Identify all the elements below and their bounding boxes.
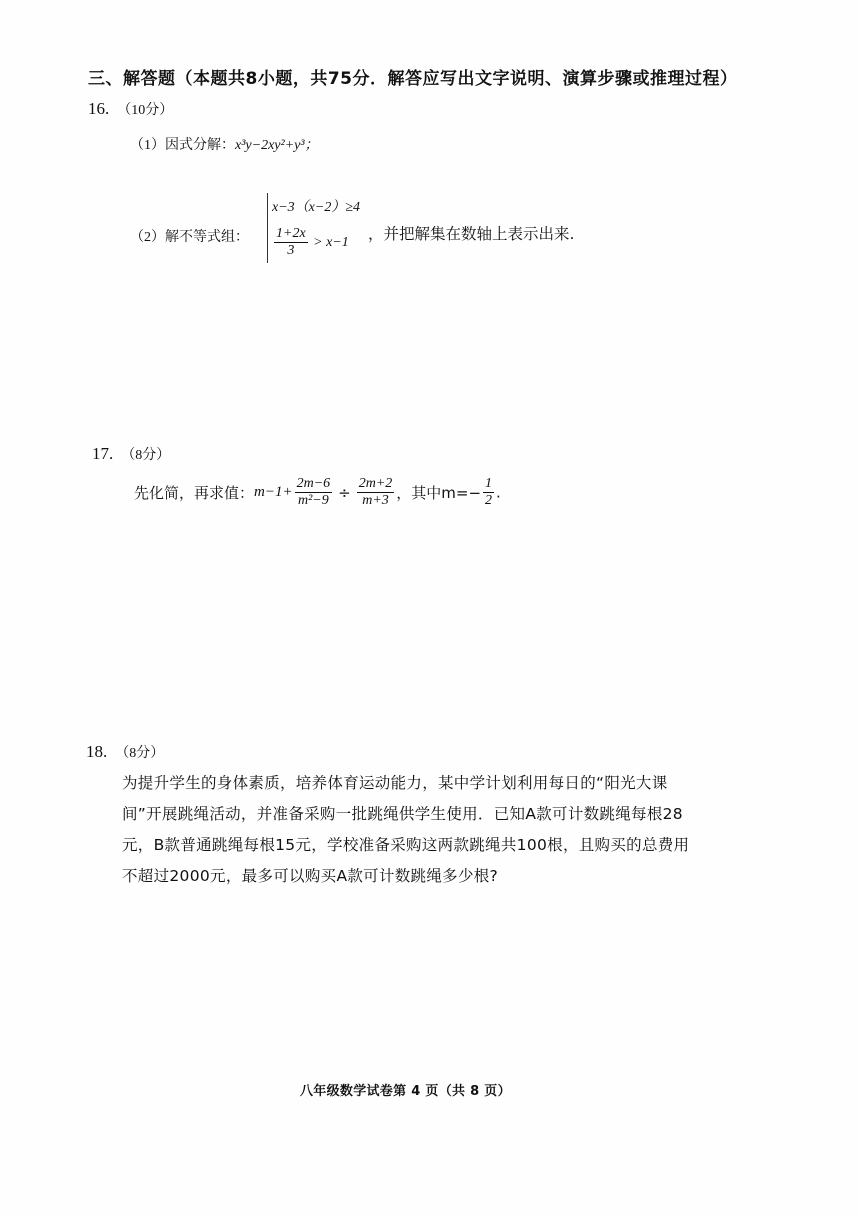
- fraction-2: [357, 476, 395, 509]
- fraction-denominator: m²−9: [295, 492, 333, 509]
- fraction-denominator: m+3: [357, 492, 395, 509]
- question-number: 16.: [88, 99, 110, 118]
- part-label: （1）因式分解：: [130, 138, 235, 153]
- section-title: 三、解答题（本题共8小题，共75分．解答应写出文字说明、演算步骤或推理过程）: [88, 69, 738, 89]
- fraction-denominator: 3: [274, 242, 308, 259]
- question-18-line-4: 不超过2000元，最多可以购买A款可计数跳绳多少根?: [122, 867, 499, 885]
- question-number: 18.: [86, 742, 108, 761]
- fraction-1: [295, 476, 333, 509]
- fraction-numerator: 2m+2: [358, 476, 393, 491]
- question-18-line-2: 间”开展跳绳活动，并准备采购一批跳绳供学生使用．已知A款可计数跳绳每根28: [122, 805, 683, 823]
- question-16-header: [88, 99, 173, 119]
- inequality-fraction: [274, 226, 308, 259]
- question-16-part-2-label: （2）解不等式组：: [130, 230, 249, 245]
- system-brace: [267, 193, 268, 263]
- question-18-line-3: 元，B款普通跳绳每根15元，学校准备采购这两款跳绳共100根，且购买的总费用: [122, 836, 690, 854]
- question-18-header: [86, 742, 164, 762]
- question-lead: 先化简，再求值：: [134, 484, 255, 503]
- inequality-rest: > x−1: [313, 234, 349, 250]
- fraction-numerator: 1+2x: [276, 226, 306, 241]
- question-number: 17.: [92, 444, 114, 463]
- value-fraction: [483, 476, 494, 509]
- question-16-part-2-tail: ，并把解集在数轴上表示出来.: [368, 225, 575, 243]
- end-period: .: [496, 483, 501, 502]
- where-clause: ，其中m=−: [396, 484, 482, 503]
- division-sign: ÷: [338, 483, 351, 502]
- inequality-2: [272, 226, 349, 259]
- question-17-body: [134, 476, 501, 509]
- question-points: （10分）: [117, 103, 174, 118]
- expression-start: m−1+: [254, 484, 293, 501]
- fraction-denominator: 2: [485, 493, 493, 509]
- question-17-header: [92, 444, 170, 464]
- question-points: （8分）: [115, 746, 165, 761]
- question-16-part-1: [130, 134, 319, 154]
- math-expression: x³y−2xy²+y³；: [235, 138, 319, 153]
- question-18-line-1: 为提升学生的身体素质，培养体育运动能力，某中学计划利用每日的“阳光大课: [122, 774, 668, 792]
- fraction-numerator: 2m−6: [296, 476, 331, 491]
- question-points: （8分）: [121, 448, 171, 463]
- inequality-1: x−3（x−2）≥4: [272, 200, 361, 215]
- fraction-numerator: 1: [485, 476, 493, 491]
- page-footer: 八年级数学试卷第 4 页（共 8 页）: [300, 1084, 511, 1099]
